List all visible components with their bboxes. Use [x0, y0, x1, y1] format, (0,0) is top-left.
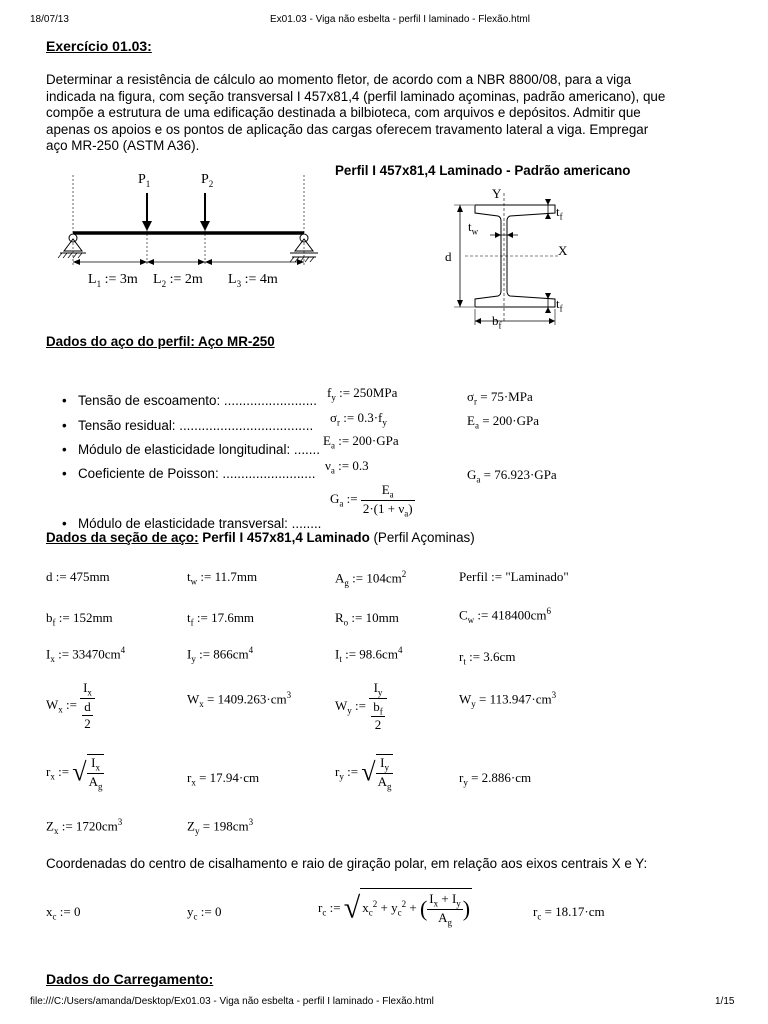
rc-result: $r_c = 18.17\cdot cm$ [533, 904, 605, 922]
axis-y-label: Y [492, 186, 502, 201]
bf-value: $b_f$ := 152mm [46, 610, 113, 628]
print-path: file:///C:/Users/amanda/Desktop/Ex01.03 - Viga não esbelta - perfil I laminado - Flexão.html [30, 996, 434, 1007]
ix-value: $I_x$ := $33470cm^4$ [46, 645, 126, 664]
print-title: Ex01.03 - Viga não esbelta - perfil I laminado - Flexão.html [270, 14, 530, 25]
steel-section-title: Dados do aço do perfil: Aço MR-250 [46, 334, 275, 349]
d-value: d := 475mm [46, 569, 110, 584]
rx-formula: $r_x$ := √ $\frac{I_x}{A_g}$ [46, 755, 103, 792]
exercise-text: Determinar a resistência de cálculo ao momento fletor, de acordo com a NBR 8800/08, para a viga indicada na figura, com seção transversal I 457x81,4 (perfil laminado açominas, padrão americano), que compõe a estrutura de uma edificação destinada a bilbioteca, com arquivos e depósitos. Admitir que apenas os apoios e os pontos de aplicação das cargas oferecem travamento lateral a viga. Empregar aço MR-250 (ASTM A36). [46, 72, 666, 153]
steel-item-ea: • Módulo de elasticidade longitudinal: ....... [78, 442, 320, 457]
profile-title: Perfil I 457x81,4 Laminado - Padrão americano [335, 163, 631, 178]
wx-result: $W_x = 1409.263\cdot cm^3$ [187, 690, 292, 709]
ry-formula: $r_y$ := √ $\frac{I_y}{A_g}$ [335, 755, 392, 792]
xc-value: $x_c$ := 0 [46, 904, 81, 922]
ag-value: $A_g$ := $104cm^2$ [335, 569, 407, 588]
fy-expr: $f_y$ := 250MPa [327, 385, 398, 403]
dim-tf-top-label: $t_f$ [556, 204, 563, 222]
ga-expr: $G_a$ := $\frac{E_a}{2\cdot(1 + \nu_a)}$ [330, 482, 413, 519]
ea-expr: $E_a$ := 200·GPa [323, 433, 399, 451]
steel-item-nu: • Coeficiente de Poisson: ......................... [78, 466, 315, 481]
span-l2-label: $L_2$ := 2m [153, 272, 203, 289]
rx-result: $r_x = 17.94\cdot cm$ [187, 770, 260, 788]
span-l1-label: $L_1$ := 3m [88, 272, 138, 289]
shear-center-text: Coordenadas do centro de cisalhamento e raio de giração polar, em relação aos eixos centrais X e Y: [46, 856, 648, 871]
steel-item-sigma-r: • Tensão residual: .................................... [78, 418, 313, 433]
nu-expr: $\nu_a$ := 0.3 [325, 458, 369, 476]
dim-tf-bottom-label: $t_f$ [556, 296, 563, 314]
rt-value: $r_t$ := 3.6cm [459, 649, 516, 667]
it-value: $I_t$ := $98.6cm^4$ [335, 645, 403, 664]
print-date: 18/07/13 [30, 14, 69, 25]
perfil-value: Perfil := "Laminado" [459, 569, 569, 584]
steel-item-fy: • Tensão de escoamento: ......................... [78, 393, 317, 408]
zy-value: $Z_y = 198cm^3$ [187, 817, 254, 836]
ry-result: $r_y = 2.886\cdot cm$ [459, 770, 532, 788]
dim-d-label: d [445, 249, 452, 264]
dim-bf-label: $b_f$ [492, 313, 502, 331]
wy-formula: $W_y$ := $\frac{I_y}{\frac{b_f}{2}}$ [335, 680, 387, 733]
dim-tw-label: $t_w$ [468, 219, 479, 237]
exercise-title: Exercício 01.03: [46, 38, 152, 54]
sigma-r-expr: $\sigma_r$ := $0.3\cdot f_y$ [330, 410, 387, 428]
steel-item-ga: • Módulo de elasticidade transversal: ........ [78, 516, 321, 531]
zx-value: $Z_x$ := $1720cm^3$ [46, 817, 123, 836]
load-p1-label: $P_1$ [138, 172, 151, 189]
rc-formula: $r_c$ := √ $x_c^2 + y_c^2$ + ( $\frac{I_x + I_y}{A_g}$ ) [318, 888, 472, 929]
section-data-title: Dados da seção de aço: Perfil I 457x81,4 Laminado (Perfil Açominas) [46, 530, 475, 545]
sigma-r-result: $\sigma_r = 75\cdot MPa$ [467, 389, 533, 407]
yc-value: $y_c$ := 0 [187, 904, 222, 922]
loading-title: Dados do Carregamento: [46, 971, 214, 987]
span-l3-label: $L_3$ := 4m [228, 272, 278, 289]
load-p2-label: $P_2$ [201, 172, 214, 189]
wy-result: $W_y = 113.947\cdot cm^3$ [459, 690, 557, 709]
i-section-drawing [440, 185, 590, 335]
axis-x-label: X [558, 243, 568, 258]
wx-formula: $W_x$ := $\frac{I_x}{\frac{d}{2}}$ [46, 680, 95, 732]
ea-result: $E_a = 200\cdot GPa$ [467, 413, 540, 431]
iy-value: $I_y$ := $866cm^4$ [187, 645, 254, 664]
page-number: 1/15 [715, 996, 735, 1007]
tf-value: $t_f$ := 17.6mm [187, 610, 255, 628]
ga-result: $G_a = 76.923\cdot GPa$ [467, 467, 557, 485]
ro-value: $R_o$ := 10mm [335, 610, 399, 628]
cw-value: $C_w$ := $418400cm^6$ [459, 606, 551, 625]
tw-value: $t_w$ := 11.7mm [187, 569, 258, 587]
